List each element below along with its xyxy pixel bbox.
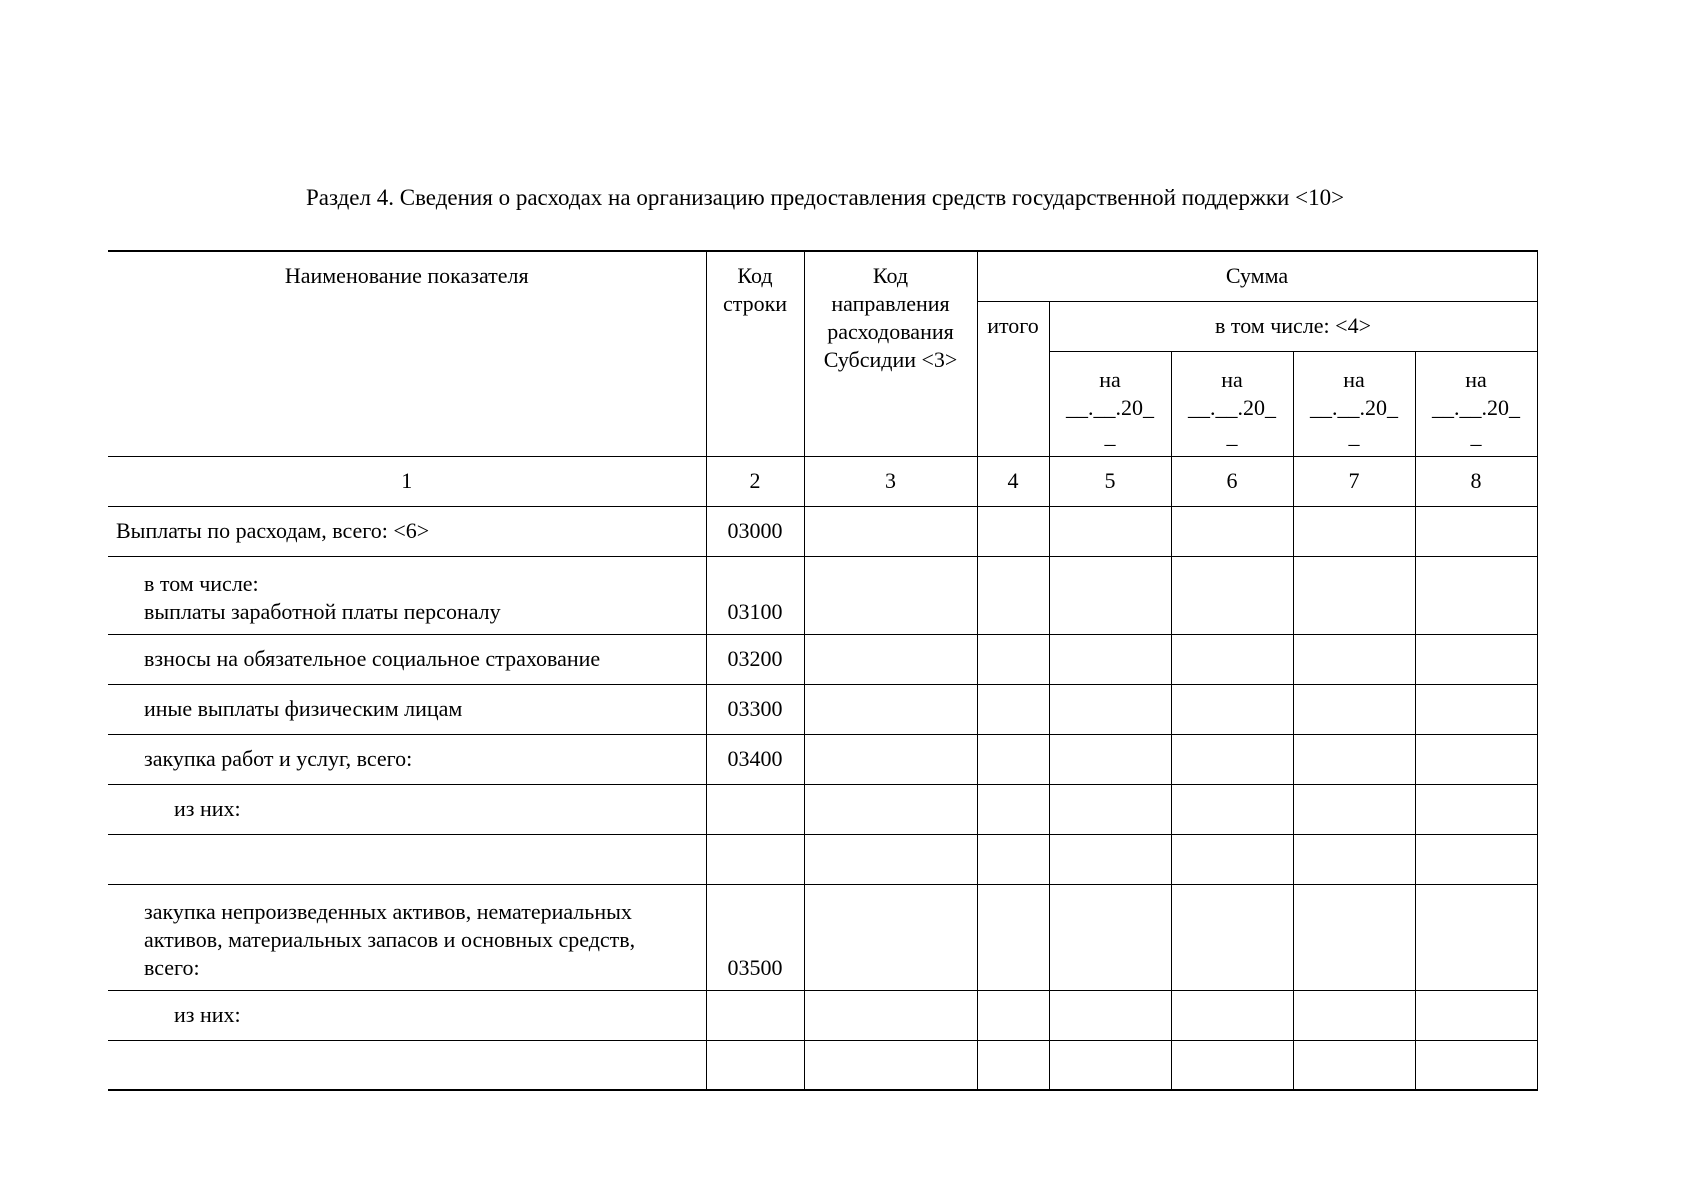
column-number: 8 — [1415, 456, 1537, 506]
column-number: 2 — [706, 456, 804, 506]
value-cell[interactable] — [1171, 834, 1293, 884]
value-cell[interactable] — [1415, 884, 1537, 990]
value-cell[interactable] — [1049, 784, 1171, 834]
value-cell[interactable] — [1293, 990, 1415, 1040]
row-code-cell[interactable] — [706, 1040, 804, 1090]
value-cell[interactable] — [1049, 634, 1171, 684]
column-number: 6 — [1171, 456, 1293, 506]
expenses-table — [108, 250, 1538, 1091]
header-name-label: Наименование показателя — [284, 263, 529, 288]
value-cell[interactable] — [1293, 784, 1415, 834]
row-name-cell — [108, 556, 706, 634]
value-cell[interactable] — [1415, 990, 1537, 1040]
header-code-label-line: Код — [737, 263, 773, 288]
value-cell[interactable] — [977, 684, 1049, 734]
header-date-line: на — [1221, 366, 1243, 392]
value-cell[interactable] — [804, 1040, 977, 1090]
table-row — [108, 1040, 1537, 1090]
value-cell[interactable] — [1293, 556, 1415, 634]
header-date-line: _ — [1470, 422, 1482, 448]
table-row — [108, 884, 1537, 990]
row-name-cell — [108, 506, 706, 556]
row-name-cell — [108, 684, 706, 734]
row-name-cell — [108, 884, 706, 990]
column-number: 4 — [977, 456, 1049, 506]
row-name-line: в том числе: — [144, 570, 259, 596]
header-date-line: на — [1465, 366, 1487, 392]
value-cell[interactable] — [1049, 734, 1171, 784]
header-direction-label-line: направления — [831, 291, 950, 316]
header-code-label-line: строки — [722, 291, 788, 316]
value-cell[interactable] — [977, 634, 1049, 684]
value-cell[interactable] — [1171, 990, 1293, 1040]
value-cell[interactable] — [1049, 834, 1171, 884]
row-code-cell: 03100 — [706, 556, 804, 634]
header-date-line: _ — [1226, 422, 1238, 448]
row-name-line: взносы на обязательное социальное страхование — [144, 646, 601, 671]
row-name-line: активов, материальных запасов и основных средств, — [144, 926, 636, 952]
value-cell[interactable] — [1171, 556, 1293, 634]
table-row — [108, 784, 1537, 834]
value-cell[interactable] — [1293, 506, 1415, 556]
value-cell[interactable] — [1293, 884, 1415, 990]
row-name-line: из них: — [174, 1002, 241, 1027]
value-cell[interactable] — [804, 784, 977, 834]
row-code-cell — [706, 990, 804, 1040]
value-cell[interactable] — [804, 990, 977, 1040]
column-number: 7 — [1293, 456, 1415, 506]
value-cell[interactable] — [1415, 734, 1537, 784]
value-cell[interactable] — [1049, 884, 1171, 990]
header-total-cell — [977, 301, 1049, 456]
table-row — [108, 990, 1537, 1040]
value-cell[interactable] — [1049, 506, 1171, 556]
header-direction-label-line: расходования — [827, 319, 954, 344]
table-row — [108, 634, 1537, 684]
row-name-line: всего: — [144, 954, 200, 980]
row-name-cell — [108, 634, 706, 684]
value-cell[interactable] — [1171, 1040, 1293, 1090]
value-cell[interactable] — [804, 734, 977, 784]
value-cell[interactable] — [977, 734, 1049, 784]
value-cell[interactable] — [1293, 734, 1415, 784]
value-cell[interactable] — [1049, 556, 1171, 634]
table-row — [108, 834, 1537, 884]
value-cell[interactable] — [1293, 834, 1415, 884]
value-cell[interactable] — [1049, 990, 1171, 1040]
header-date-line: на — [1343, 366, 1365, 392]
header-date-cell — [1049, 351, 1171, 456]
header-row-1 — [108, 251, 1537, 301]
row-name-line: из них: — [174, 796, 241, 821]
value-cell[interactable] — [1293, 634, 1415, 684]
value-cell[interactable] — [804, 884, 977, 990]
value-cell[interactable] — [804, 634, 977, 684]
header-sum-label: Сумма — [1225, 263, 1289, 288]
header-name-cell — [108, 251, 706, 456]
value-cell[interactable] — [804, 556, 977, 634]
value-cell[interactable] — [1049, 684, 1171, 734]
value-cell[interactable] — [1415, 634, 1537, 684]
header-direction-cell — [804, 251, 977, 456]
row-code-cell: 03300 — [706, 684, 804, 734]
header-date-line: на — [1099, 366, 1121, 392]
value-cell[interactable] — [1171, 634, 1293, 684]
value-cell[interactable] — [1171, 734, 1293, 784]
value-cell[interactable] — [804, 506, 977, 556]
header-direction-label-line: Субсидии <3> — [823, 347, 958, 372]
row-code-cell: 03400 — [706, 734, 804, 784]
value-cell[interactable] — [1171, 684, 1293, 734]
header-date-line: _ — [1104, 422, 1116, 448]
header-date-line: _ — [1348, 422, 1360, 448]
row-name-cell — [108, 734, 706, 784]
value-cell[interactable] — [1415, 556, 1537, 634]
column-number: 3 — [804, 456, 977, 506]
value-cell[interactable] — [804, 834, 977, 884]
header-date-line: __.__.20_ — [1432, 394, 1520, 420]
value-cell[interactable] — [1171, 884, 1293, 990]
value-cell[interactable] — [977, 990, 1049, 1040]
header-total-label: итого — [987, 312, 1039, 338]
value-cell[interactable] — [977, 784, 1049, 834]
value-cell[interactable] — [1415, 784, 1537, 834]
row-name-line: закупка непроизведенных активов, нематериальных — [144, 898, 632, 924]
value-cell[interactable] — [1415, 684, 1537, 734]
table-row — [108, 684, 1537, 734]
section-title: Раздел 4. Сведения о расходах на организацию предоставления средств государственной поддержки <10> — [305, 185, 1345, 210]
row-name-cell[interactable] — [108, 834, 706, 884]
row-code-cell[interactable] — [706, 834, 804, 884]
header-date-line: __.__.20_ — [1066, 394, 1154, 420]
value-cell[interactable] — [1293, 1040, 1415, 1090]
row-code-cell: 03000 — [706, 506, 804, 556]
value-cell[interactable] — [977, 1040, 1049, 1090]
header-date-cell — [1415, 351, 1537, 456]
header-date-cell — [1171, 351, 1293, 456]
row-code-cell — [706, 784, 804, 834]
value-cell[interactable] — [977, 884, 1049, 990]
value-cell[interactable] — [977, 834, 1049, 884]
row-name-cell — [108, 990, 706, 1040]
value-cell[interactable] — [1415, 506, 1537, 556]
table-row — [108, 734, 1537, 784]
value-cell[interactable] — [1171, 506, 1293, 556]
row-name-line: иные выплаты физическим лицам — [144, 696, 463, 721]
value-cell[interactable] — [1293, 684, 1415, 734]
value-cell[interactable] — [1171, 784, 1293, 834]
table-row — [108, 506, 1537, 556]
header-date-line: __.__.20_ — [1310, 394, 1398, 420]
row-code-cell: 03200 — [706, 634, 804, 684]
row-name-line: Выплаты по расходам, всего: <6> — [116, 518, 430, 543]
value-cell[interactable] — [977, 556, 1049, 634]
value-cell[interactable] — [1049, 1040, 1171, 1090]
row-name-line: закупка работ и услуг, всего: — [144, 746, 413, 771]
row-code-cell: 03500 — [706, 884, 804, 990]
column-number-row — [108, 456, 1537, 506]
row-name-cell[interactable] — [108, 1040, 706, 1090]
value-cell[interactable] — [1415, 1040, 1537, 1090]
header-including-cell — [1049, 301, 1537, 351]
header-sum-cell — [977, 251, 1537, 301]
column-number: 1 — [108, 456, 706, 506]
header-direction-label-line: Код — [872, 263, 909, 288]
header-including-label: в том числе: <4> — [1215, 312, 1371, 338]
value-cell[interactable] — [1415, 834, 1537, 884]
column-number: 5 — [1049, 456, 1171, 506]
row-name-line: выплаты заработной платы персоналу — [144, 598, 501, 624]
table-row — [108, 556, 1537, 634]
row-name-cell — [108, 784, 706, 834]
header-code-cell — [706, 251, 804, 456]
value-cell[interactable] — [804, 684, 977, 734]
value-cell[interactable] — [977, 506, 1049, 556]
header-date-line: __.__.20_ — [1188, 394, 1276, 420]
header-date-cell — [1293, 351, 1415, 456]
